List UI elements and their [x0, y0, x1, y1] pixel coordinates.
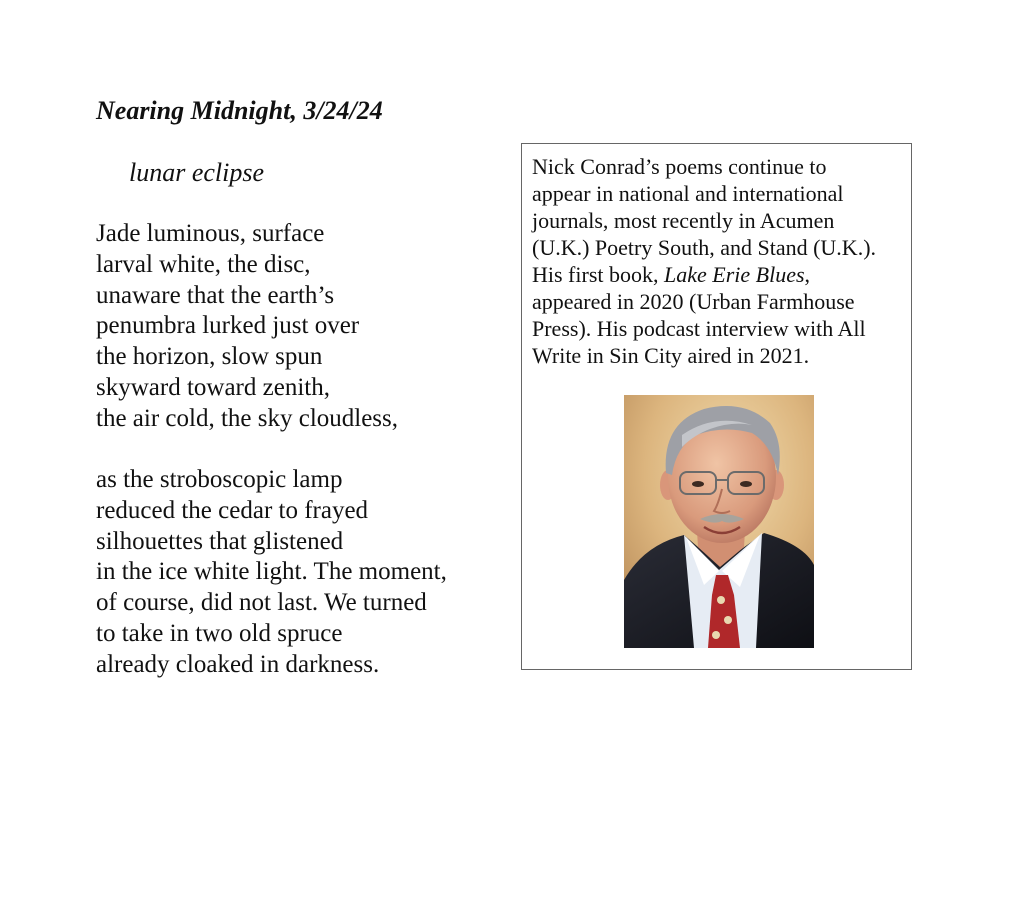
poem-subtitle: lunar eclipse: [129, 158, 265, 187]
bio-line: [532, 261, 876, 288]
book-title: Lake Erie Blues: [664, 262, 805, 287]
poem-line: skyward toward zenith,: [96, 373, 330, 401]
bio-text-segment: His first book,: [532, 262, 664, 287]
bio-line: appeared in 2020 (Urban Farmhouse: [532, 289, 855, 314]
bio-line: Nick Conrad’s poems continue to: [532, 154, 827, 179]
poem-line: larval white, the disc,: [96, 250, 311, 278]
bio-line: Write in Sin City aired in 2021.: [532, 343, 810, 368]
poem-line: already cloaked in darkness.: [96, 650, 380, 678]
bio-line: (U.K.) Poetry South, and Stand (U.K.).: [532, 235, 877, 260]
bio-text-segment: ,: [804, 262, 811, 287]
bio-line: Press). His podcast interview with All: [532, 316, 866, 341]
poem-line: reduced the cedar to frayed: [96, 496, 369, 524]
poem-line: silhouettes that glistened: [96, 527, 344, 555]
author-bio-text: [532, 153, 876, 369]
poem-line: penumbra lurked just over: [96, 312, 360, 340]
author-bio-box: [521, 143, 912, 670]
bio-line: journals, most recently in Acumen: [532, 208, 835, 233]
poem-line: of course, did not last. We turned: [96, 589, 427, 617]
poem-line: to take in two old spruce: [96, 619, 343, 647]
poem-line: unaware that the earth’s: [96, 281, 335, 309]
poem-line: in the ice white light. The moment,: [96, 558, 447, 586]
poem-title: Nearing Midnight, 3/24/24: [96, 96, 383, 125]
bio-line: appear in national and international: [532, 181, 844, 206]
poem-line: Jade luminous, surface: [96, 220, 325, 247]
author-portrait-icon: [624, 395, 814, 648]
poem-stanza-1: [96, 219, 398, 435]
poem-stanza-2: [96, 465, 447, 681]
poem-line: the air cold, the sky cloudless,: [96, 404, 399, 432]
poem-line: the horizon, slow spun: [96, 343, 323, 371]
poem-line: as the stroboscopic lamp: [96, 466, 343, 493]
